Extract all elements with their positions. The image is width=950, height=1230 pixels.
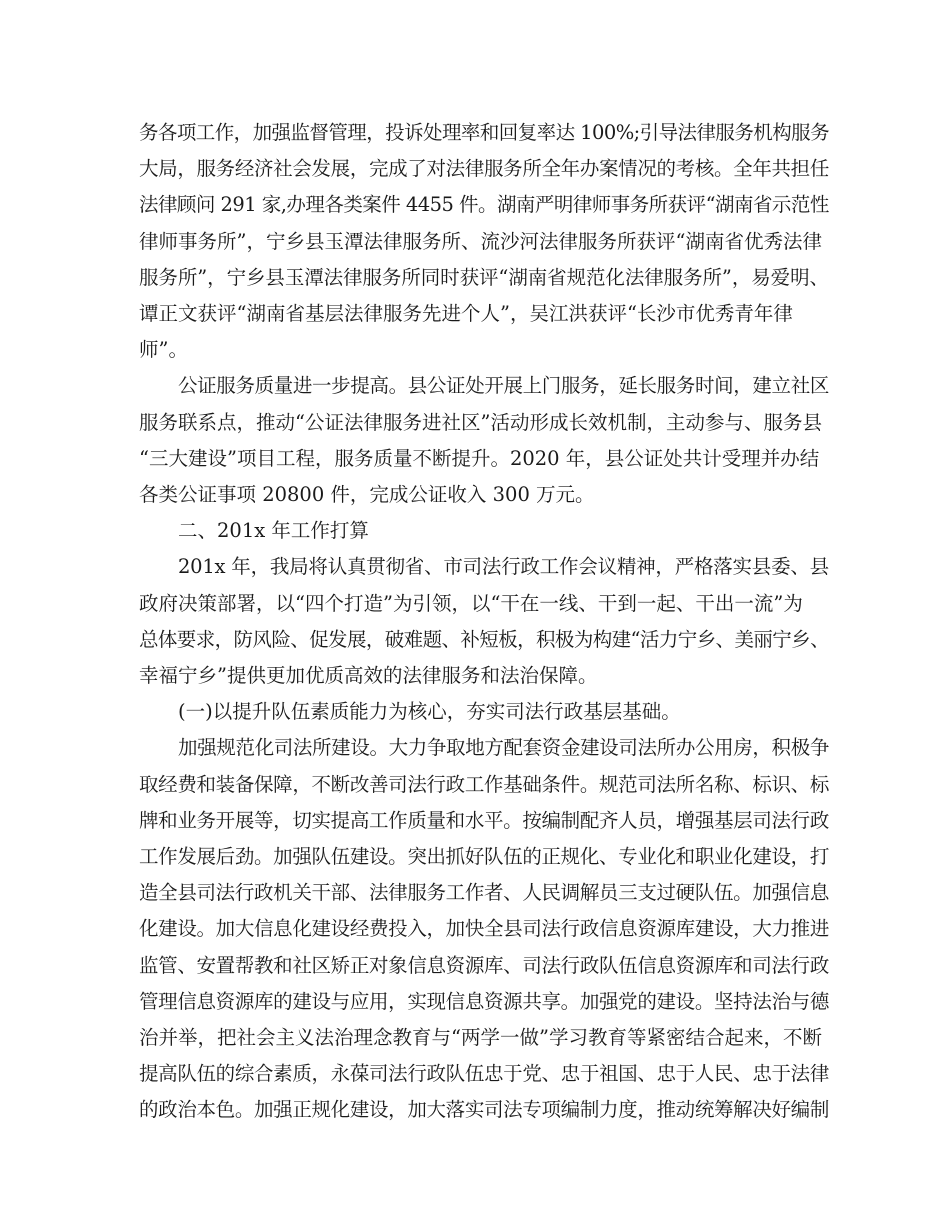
text-line: 取经费和装备保障，不断改善司法行政工作基础条件。规范司法所名称、标识、标 [139,772,830,796]
text-line: 谭正文获评“湖南省基层法律服务先进个人”，吴江洪获评“长沙市优秀青年律 [139,302,793,326]
text-line: “三大建设”项目工程，服务质量不断提升。2020 年，县公证处共计受理并办结 [139,446,820,470]
text-line: 服务所”，宁乡县玉潭法律服务所同时获评“湖南省规范化法律服务所”，易爱明、 [139,265,829,289]
text-line: 治并举，把社会主义法治理念教育与“两学一做”学习教育等紧密结合起来，不断 [139,1026,822,1050]
paragraph-judicial-office-construction [139,730,829,1128]
text-line: 各类公证事项 20800 件，完成公证收入 300 万元。 [139,483,595,507]
text-line: 监管、安置帮教和社区矫正对象信息资源库、司法行政队伍信息资源库和司法行政 [139,953,830,977]
text-line: 师”。 [139,338,188,362]
text-line: 牌和业务开展等，切实提高工作质量和水平。按编制配齐人员，增强基层司法行政 [139,808,830,832]
text-line: 公证服务质量进一步提高。县公证处开展上门服务，延长服务时间，建立社区 [178,374,830,398]
text-line: 总体要求，防风险、促发展，破难题、补短板，积极为构建“活力宁乡、美丽宁乡、 [139,627,829,651]
text-line: 幸福宁乡”提供更加优质高效的法律服务和法治保障。 [139,664,598,688]
text-line: 法律顾问 291 家,办理各类案件 4455 件。湖南严明律师事务所获评“湖南省示范性 [139,193,829,217]
text-line: (一)以提升队伍素质能力为核心，夯实司法行政基层基础。 [178,700,681,724]
text-line: 政府决策部署，以“四个打造”为引领，以“干在一线、干到一起、干出一流”为 [139,591,803,615]
text-line: 二、201x 年工作打算 [178,519,369,543]
text-line: 提高队伍的综合素质，永葆司法行政队伍忠于党、忠于祖国、忠于人民、忠于法律 [139,1062,830,1086]
text-line: 工作发展后劲。加强队伍建设。突出抓好队伍的正规化、专业化和职业化建设，打 [139,845,830,869]
subsection-heading-1 [139,694,829,730]
text-line: 管理信息资源库的建设与应用，实现信息资源共享。加强党的建设。坚持法治与德 [139,989,830,1013]
paragraph-legal-services [139,115,829,368]
text-line: 大局，服务经济社会发展，完成了对法律服务所全年办案情况的考核。全年共担任 [139,157,830,181]
text-line: 务各项工作，加强监督管理，投诉处理率和回复率达 100%;引导法律服务机构服务 [139,121,830,144]
text-line: 化建设。加大信息化建设经费投入，加快全县司法行政信息资源库建设，大力推进 [139,917,830,941]
section-heading-work-plan [139,513,829,549]
text-line: 201x 年，我局将认真贯彻省、市司法行政工作会议精神，严格落实县委、县 [178,555,829,579]
paragraph-work-plan-intro [139,549,829,694]
text-line: 律师事务所”，宁乡县玉潭法律服务所、流沙河法律服务所获评“湖南省优秀法律 [139,229,822,253]
text-line: 造全县司法行政机关干部、法律服务工作者、人民调解员三支过硬队伍。加强信息 [139,881,830,905]
document-body [139,115,829,1129]
text-line: 加强规范化司法所建设。大力争取地方配套资金建设司法所办公用房，积极争 [178,736,830,760]
text-line: 的政治本色。加强正规化建设，加大落实司法专项编制力度，推动统筹解决好编制 [139,1098,830,1122]
paragraph-notary-services [139,368,829,513]
text-line: 服务联系点，推动“公证法律服务进社区”活动形成长效机制，主动参与、服务县 [139,410,822,434]
